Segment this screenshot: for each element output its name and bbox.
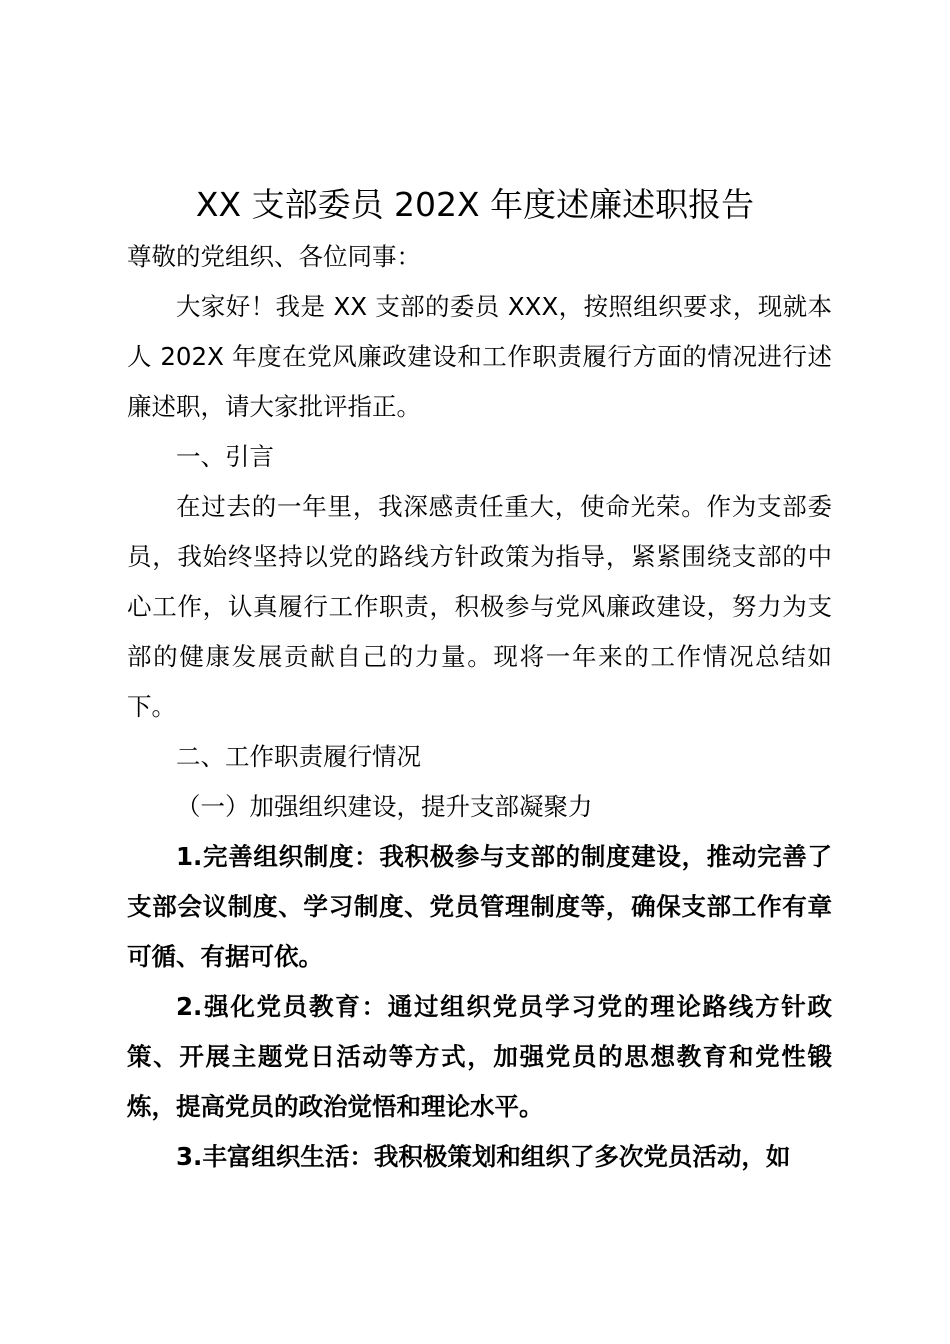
subsection-heading-1: （一）加强组织建设，提升支部凝聚力: [176, 792, 593, 821]
paragraph-introduction-body: 在过去的一年里，我深感责任重大，使命光荣。作为支部委员，我始终坚持以党的路线方针政策为指导，紧紧围绕支部的中心工作，认真履行工作职责，积极参与党风廉政建设，努力为支部的健康发展贡献自己的力量。现将一年来的工作情况总结如下。: [127, 492, 832, 721]
paragraph-intro: 大家好！我是 XX 支部的委员 XXX，按照组织要求，现就本人 202X 年度在党风廉政建设和工作职责履行方面的情况进行述廉述职，请大家批评指正。: [127, 292, 832, 421]
item-1-organization-system: 1.完善组织制度：我积极参与支部的制度建设，推动完善了支部会议制度、学习制度、党员管理制度等，确保支部工作有章可循、有据可依。: [127, 842, 832, 971]
item-2-party-member-education: 2.强化党员教育：通过组织党员学习党的理论路线方针政策、开展主题党日活动等方式，加强党员的思想教育和党性锻炼，提高党员的政治觉悟和理论水平。: [127, 992, 832, 1121]
document-title: XX 支部委员 202X 年度述廉述职报告: [195, 185, 755, 224]
section-heading-2: 二、工作职责履行情况: [176, 742, 421, 771]
item-3-organization-life: 3.丰富组织生活：我积极策划和组织了多次党员活动，如: [176, 1142, 791, 1171]
salutation: 尊敬的党组织、各位同事：: [127, 242, 421, 271]
document-body: [127, 232, 832, 1182]
section-heading-1: 一、引言: [176, 442, 274, 471]
